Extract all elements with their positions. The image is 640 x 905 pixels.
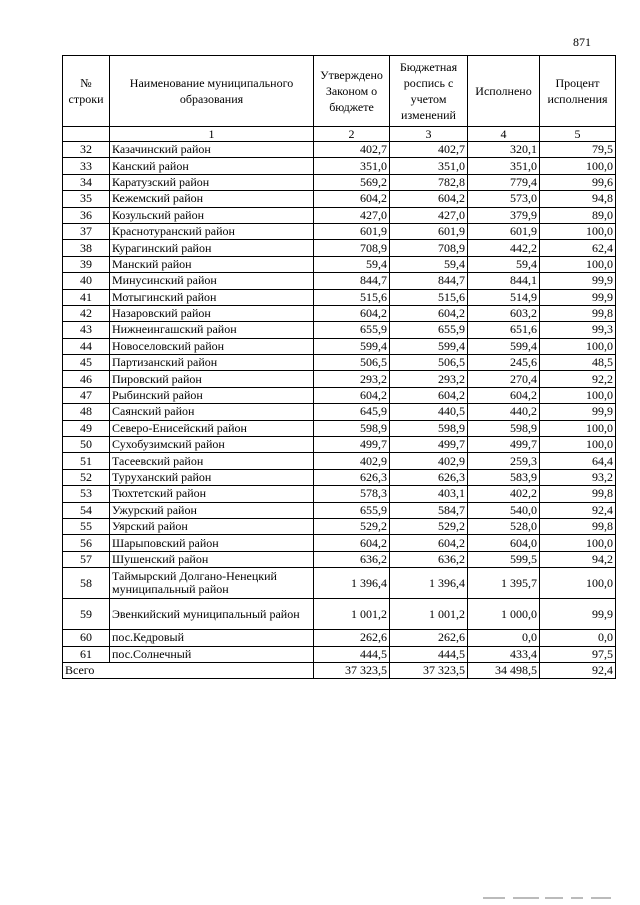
municipality-name: Минусинский район: [110, 273, 314, 289]
total-label: Всего: [63, 662, 314, 678]
approved-value: 293,2: [314, 371, 390, 387]
schedule-value: 844,7: [390, 273, 468, 289]
row-number: 51: [63, 453, 110, 469]
municipality-name: Тюхтетский район: [110, 486, 314, 502]
row-number: 50: [63, 437, 110, 453]
executed-value: 603,2: [468, 305, 540, 321]
percent-value: 97,5: [540, 646, 616, 662]
municipality-name: Новоселовский район: [110, 338, 314, 354]
percent-value: 0,0: [540, 630, 616, 646]
column-number: 5: [540, 127, 616, 142]
municipality-name: Северо-Енисейский район: [110, 420, 314, 436]
table-row: [63, 630, 616, 646]
municipality-name: Нижнеингашский район: [110, 322, 314, 338]
row-number: 39: [63, 256, 110, 272]
table-row: [63, 191, 616, 207]
executed-value: 601,9: [468, 223, 540, 239]
municipality-name: Уярский район: [110, 518, 314, 534]
municipality-name: пос.Кедровый: [110, 630, 314, 646]
column-number: 3: [390, 127, 468, 142]
row-number: 35: [63, 191, 110, 207]
schedule-value: 515,6: [390, 289, 468, 305]
schedule-value: 782,8: [390, 174, 468, 190]
approved-value: 604,2: [314, 387, 390, 403]
table-row: [63, 207, 616, 223]
schedule-value: 440,5: [390, 404, 468, 420]
approved-value: 604,2: [314, 535, 390, 551]
row-number: 61: [63, 646, 110, 662]
executed-value: 440,2: [468, 404, 540, 420]
total-row: [63, 662, 616, 678]
approved-value: 636,2: [314, 551, 390, 567]
table-row: [63, 551, 616, 567]
approved-value: 515,6: [314, 289, 390, 305]
approved-value: 1 001,2: [314, 599, 390, 630]
municipality-name: Эвенкийский муниципальный район: [110, 599, 314, 630]
percent-value: 99,9: [540, 273, 616, 289]
table-row: [63, 437, 616, 453]
percent-value: 92,4: [540, 502, 616, 518]
table-row: [63, 404, 616, 420]
approved-value: 599,4: [314, 338, 390, 354]
municipality-name: Партизанский район: [110, 355, 314, 371]
percent-value: 99,8: [540, 518, 616, 534]
header-row: [63, 56, 616, 127]
row-number: 32: [63, 142, 110, 158]
approved-value: 444,5: [314, 646, 390, 662]
header-percent: Процент исполнения: [540, 56, 616, 127]
executed-value: 779,4: [468, 174, 540, 190]
percent-value: 100,0: [540, 338, 616, 354]
total-executed: 34 498,5: [468, 662, 540, 678]
schedule-value: 601,9: [390, 223, 468, 239]
percent-value: 99,8: [540, 305, 616, 321]
percent-value: 100,0: [540, 387, 616, 403]
municipality-name: Манский район: [110, 256, 314, 272]
municipality-name: Казачинский район: [110, 142, 314, 158]
approved-value: 598,9: [314, 420, 390, 436]
approved-value: 506,5: [314, 355, 390, 371]
municipality-name: Каратузский район: [110, 174, 314, 190]
schedule-value: 506,5: [390, 355, 468, 371]
table-row: [63, 535, 616, 551]
schedule-value: 708,9: [390, 240, 468, 256]
percent-value: 62,4: [540, 240, 616, 256]
percent-value: 99,6: [540, 174, 616, 190]
percent-value: 99,9: [540, 404, 616, 420]
schedule-value: 293,2: [390, 371, 468, 387]
schedule-value: 444,5: [390, 646, 468, 662]
header-executed: Исполнено: [468, 56, 540, 127]
executed-value: 0,0: [468, 630, 540, 646]
header-budget-schedule: Бюджетная роспись с учетом изменений: [390, 56, 468, 127]
table-row: [63, 142, 616, 158]
header-municipality-name: Наименование муниципального образования: [110, 56, 314, 127]
row-number: 59: [63, 599, 110, 630]
percent-value: 94,8: [540, 191, 616, 207]
column-number: 4: [468, 127, 540, 142]
table-row: [63, 518, 616, 534]
municipality-name: пос.Солнечный: [110, 646, 314, 662]
percent-value: 92,2: [540, 371, 616, 387]
row-number: 42: [63, 305, 110, 321]
executed-value: 1 395,7: [468, 568, 540, 599]
table-row: [63, 371, 616, 387]
municipality-name: Шушенский район: [110, 551, 314, 567]
table-row: [63, 387, 616, 403]
row-number: 33: [63, 158, 110, 174]
executed-value: 1 000,0: [468, 599, 540, 630]
schedule-value: 636,2: [390, 551, 468, 567]
table-row: [63, 486, 616, 502]
table-row: [63, 420, 616, 436]
executed-value: 351,0: [468, 158, 540, 174]
row-number: 41: [63, 289, 110, 305]
row-number: 54: [63, 502, 110, 518]
schedule-value: 427,0: [390, 207, 468, 223]
column-numbers-row: [63, 127, 616, 142]
executed-value: 528,0: [468, 518, 540, 534]
percent-value: 48,5: [540, 355, 616, 371]
executed-value: 433,4: [468, 646, 540, 662]
percent-value: 100,0: [540, 420, 616, 436]
percent-value: 100,0: [540, 158, 616, 174]
executed-value: 604,2: [468, 387, 540, 403]
schedule-value: 262,6: [390, 630, 468, 646]
municipality-name: Таймырский Долгано-Ненецкий муниципальный район: [110, 568, 314, 599]
schedule-value: 499,7: [390, 437, 468, 453]
row-number: 46: [63, 371, 110, 387]
schedule-value: 604,2: [390, 535, 468, 551]
approved-value: 626,3: [314, 469, 390, 485]
approved-value: 351,0: [314, 158, 390, 174]
approved-value: 604,2: [314, 305, 390, 321]
executed-value: 270,4: [468, 371, 540, 387]
municipality-name: Шарыповский район: [110, 535, 314, 551]
page-number: 871: [573, 35, 591, 49]
table-row: [63, 305, 616, 321]
schedule-value: 402,9: [390, 453, 468, 469]
percent-value: 93,2: [540, 469, 616, 485]
municipality-name: Саянский район: [110, 404, 314, 420]
approved-value: 1 396,4: [314, 568, 390, 599]
municipality-name: Курагинский район: [110, 240, 314, 256]
table-row: [63, 338, 616, 354]
executed-value: 604,0: [468, 535, 540, 551]
header-row-number: № строки: [63, 56, 110, 127]
executed-value: 844,1: [468, 273, 540, 289]
percent-value: 100,0: [540, 437, 616, 453]
approved-value: 645,9: [314, 404, 390, 420]
schedule-value: 529,2: [390, 518, 468, 534]
row-number: 49: [63, 420, 110, 436]
scan-artifact: [483, 897, 613, 901]
executed-value: 651,6: [468, 322, 540, 338]
executed-value: 583,9: [468, 469, 540, 485]
table-row: [63, 469, 616, 485]
schedule-value: 403,1: [390, 486, 468, 502]
table-row: [63, 599, 616, 630]
approved-value: 569,2: [314, 174, 390, 190]
row-number: 47: [63, 387, 110, 403]
municipality-name: Тасеевский район: [110, 453, 314, 469]
table-row: [63, 174, 616, 190]
table-row: [63, 256, 616, 272]
executed-value: 320,1: [468, 142, 540, 158]
table-row: [63, 453, 616, 469]
executed-value: 573,0: [468, 191, 540, 207]
municipality-name: Кежемский район: [110, 191, 314, 207]
schedule-value: 402,7: [390, 142, 468, 158]
municipality-name: Назаровский район: [110, 305, 314, 321]
percent-value: 100,0: [540, 256, 616, 272]
approved-value: 844,7: [314, 273, 390, 289]
column-number: 2: [314, 127, 390, 142]
row-number: 60: [63, 630, 110, 646]
approved-value: 655,9: [314, 322, 390, 338]
percent-value: 99,9: [540, 289, 616, 305]
percent-value: 89,0: [540, 207, 616, 223]
total-schedule: 37 323,5: [390, 662, 468, 678]
percent-value: 99,8: [540, 486, 616, 502]
municipality-name: Сухобузимский район: [110, 437, 314, 453]
row-number: 34: [63, 174, 110, 190]
executed-value: 599,5: [468, 551, 540, 567]
approved-value: 402,9: [314, 453, 390, 469]
executed-value: 599,4: [468, 338, 540, 354]
row-number: 53: [63, 486, 110, 502]
schedule-value: 626,3: [390, 469, 468, 485]
row-number: 45: [63, 355, 110, 371]
percent-value: 64,4: [540, 453, 616, 469]
table-row: [63, 568, 616, 599]
table-row: [63, 273, 616, 289]
row-number: 36: [63, 207, 110, 223]
percent-value: 94,2: [540, 551, 616, 567]
municipality-name: Мотыгинский район: [110, 289, 314, 305]
table-row: [63, 158, 616, 174]
row-number: 38: [63, 240, 110, 256]
row-number: 48: [63, 404, 110, 420]
row-number: 40: [63, 273, 110, 289]
municipality-name: Краснотуранский район: [110, 223, 314, 239]
schedule-value: 1 396,4: [390, 568, 468, 599]
header-approved: Утверждено Законом о бюджете: [314, 56, 390, 127]
table-row: [63, 502, 616, 518]
percent-value: 99,3: [540, 322, 616, 338]
schedule-value: 655,9: [390, 322, 468, 338]
executed-value: 59,4: [468, 256, 540, 272]
schedule-value: 604,2: [390, 305, 468, 321]
approved-value: 402,7: [314, 142, 390, 158]
executed-value: 259,3: [468, 453, 540, 469]
table-row: [63, 240, 616, 256]
approved-value: 578,3: [314, 486, 390, 502]
municipality-name: Пировский район: [110, 371, 314, 387]
table-row: [63, 322, 616, 338]
municipality-name: Ужурский район: [110, 502, 314, 518]
row-number: 58: [63, 568, 110, 599]
schedule-value: 584,7: [390, 502, 468, 518]
percent-value: 100,0: [540, 568, 616, 599]
executed-value: 379,9: [468, 207, 540, 223]
approved-value: 427,0: [314, 207, 390, 223]
executed-value: 499,7: [468, 437, 540, 453]
schedule-value: 598,9: [390, 420, 468, 436]
row-number: 44: [63, 338, 110, 354]
percent-value: 100,0: [540, 535, 616, 551]
approved-value: 529,2: [314, 518, 390, 534]
approved-value: 59,4: [314, 256, 390, 272]
executed-value: 442,2: [468, 240, 540, 256]
executed-value: 540,0: [468, 502, 540, 518]
approved-value: 262,6: [314, 630, 390, 646]
percent-value: 99,9: [540, 599, 616, 630]
percent-value: 79,5: [540, 142, 616, 158]
table-row: [63, 289, 616, 305]
total-percent: 92,4: [540, 662, 616, 678]
municipality-name: Козульский район: [110, 207, 314, 223]
schedule-value: 59,4: [390, 256, 468, 272]
municipality-name: Рыбинский район: [110, 387, 314, 403]
row-number: 57: [63, 551, 110, 567]
row-number: 37: [63, 223, 110, 239]
schedule-value: 604,2: [390, 191, 468, 207]
schedule-value: 351,0: [390, 158, 468, 174]
row-number: 55: [63, 518, 110, 534]
approved-value: 601,9: [314, 223, 390, 239]
column-number: 1: [110, 127, 314, 142]
executed-value: 402,2: [468, 486, 540, 502]
budget-execution-table: [62, 55, 616, 679]
row-number: 56: [63, 535, 110, 551]
approved-value: 604,2: [314, 191, 390, 207]
executed-value: 245,6: [468, 355, 540, 371]
executed-value: 514,9: [468, 289, 540, 305]
schedule-value: 599,4: [390, 338, 468, 354]
row-number: 52: [63, 469, 110, 485]
schedule-value: 1 001,2: [390, 599, 468, 630]
table-row: [63, 646, 616, 662]
executed-value: 598,9: [468, 420, 540, 436]
municipality-name: Туруханский район: [110, 469, 314, 485]
approved-value: 499,7: [314, 437, 390, 453]
municipality-name: Канский район: [110, 158, 314, 174]
approved-value: 655,9: [314, 502, 390, 518]
approved-value: 708,9: [314, 240, 390, 256]
percent-value: 100,0: [540, 223, 616, 239]
total-approved: 37 323,5: [314, 662, 390, 678]
schedule-value: 604,2: [390, 387, 468, 403]
table-row: [63, 223, 616, 239]
row-number: 43: [63, 322, 110, 338]
table-row: [63, 355, 616, 371]
